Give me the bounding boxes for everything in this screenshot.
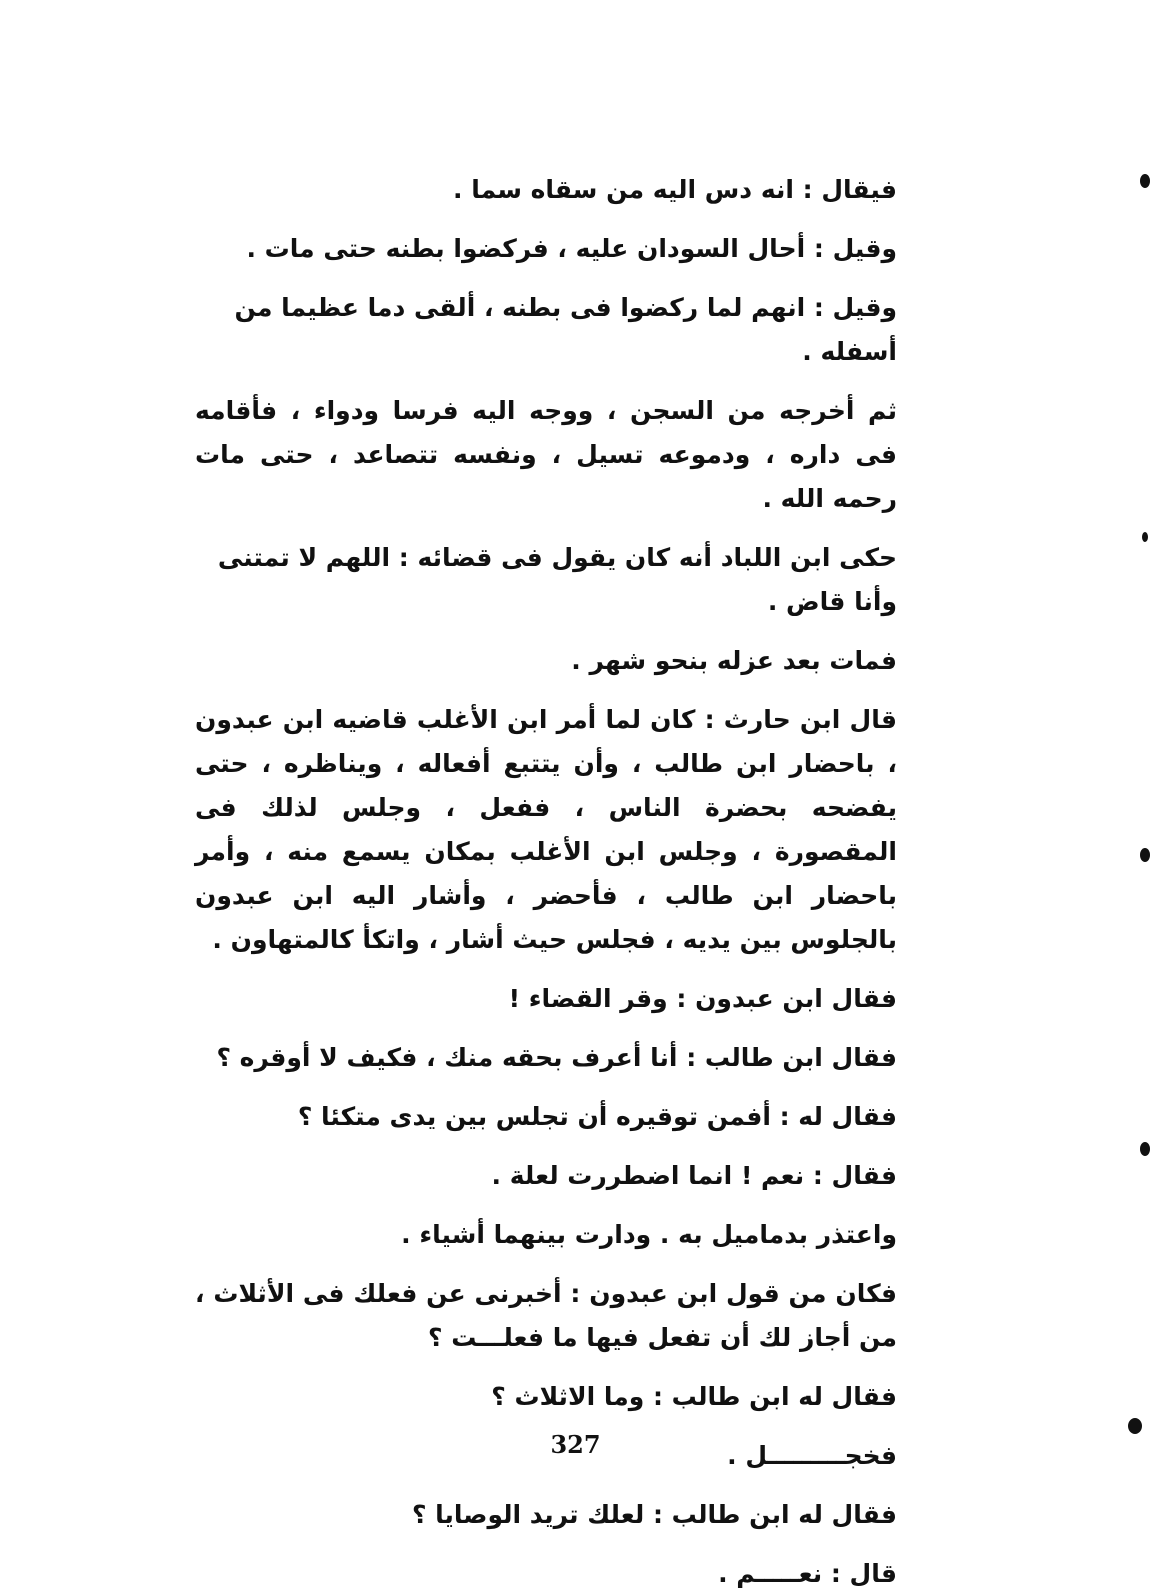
paragraph-4: ثم أخرجه من السجن ، ووجه اليه فرسا ودواء ، فأقامه فى داره ، ودموعه تسيل ، ونفسه تتصاعد ، حتى مات رحمه الله . — [195, 396, 897, 513]
page-number: 327 — [550, 1430, 601, 1459]
paragraph-13: فكان من قول ابن عبدون : أخبرنى عن فعلك فى الأثلاث ، من أجاز لك أن تفعل فيها ما فعلـــت ؟ — [195, 1279, 897, 1352]
paragraph-1: فيقال : انه دس اليه من سقاه سما . — [453, 175, 897, 204]
paragraph-10: فقال له : أفمن توقيره أن تجلس بين يدى متكئا ؟ — [297, 1102, 897, 1131]
paragraph-7: قال ابن حارث : كان لما أمر ابن الأغلب قاضيه ابن عبدون ، باحضار ابن طالب ، وأن يتتبع أفعاله ، ويناظره ، حتى يفضحه بحضرة الناس ، ففعل ، وجلس لذلك فى المقصورة ، وجلس ابن الأغلب بمكان يسمع منه ، وأمر باحضار ابن طالب ، فأحضر ، وأشار اليه ابن عبدون بالجلوس بين يديه ، فجلس حيث أشار ، واتكأ كالمتهاون . — [195, 705, 897, 954]
paragraph-11: فقال : نعم ! انما اضطررت لعلة . — [491, 1161, 897, 1190]
paragraph-9: فقال ابن طالب : أنا أعرف بحقه منك ، فكيف لا أوقره ؟ — [216, 1043, 897, 1072]
paragraph-15: فخجـــــــــل . — [727, 1441, 897, 1470]
paragraph-3: وقيل : انهم لما ركضوا فى بطنه ، ألقى دما عظيما من أسفله . — [234, 293, 897, 366]
paragraph-6: فمات بعد عزله بنحو شهر . — [571, 646, 897, 675]
binding-hole-mark — [1128, 1418, 1142, 1434]
paragraph-8: فقال ابن عبدون : وقر القضاء ! — [508, 984, 897, 1013]
binding-hole-mark — [1142, 532, 1148, 542]
body-text — [195, 168, 955, 1596]
binding-hole-mark — [1140, 1142, 1150, 1156]
binding-hole-mark — [1140, 848, 1150, 862]
paragraph-14: فقال له ابن طالب : وما الاثلاث ؟ — [491, 1382, 897, 1411]
paragraph-12: واعتذر بدماميل به . ودارت بينهما أشياء . — [401, 1220, 897, 1249]
paragraph-17: قال : نعـــــم . — [718, 1559, 897, 1588]
paragraph-16: فقال له ابن طالب : لعلك تريد الوصايا ؟ — [411, 1500, 897, 1529]
binding-hole-mark — [1140, 174, 1150, 188]
paragraph-2: وقيل : أحال السودان عليه ، فركضوا بطنه حتى مات . — [246, 234, 897, 263]
paragraph-5: حكى ابن اللباد أنه كان يقول فى قضائه : اللهم لا تمتنى وأنا قاض . — [217, 543, 897, 616]
